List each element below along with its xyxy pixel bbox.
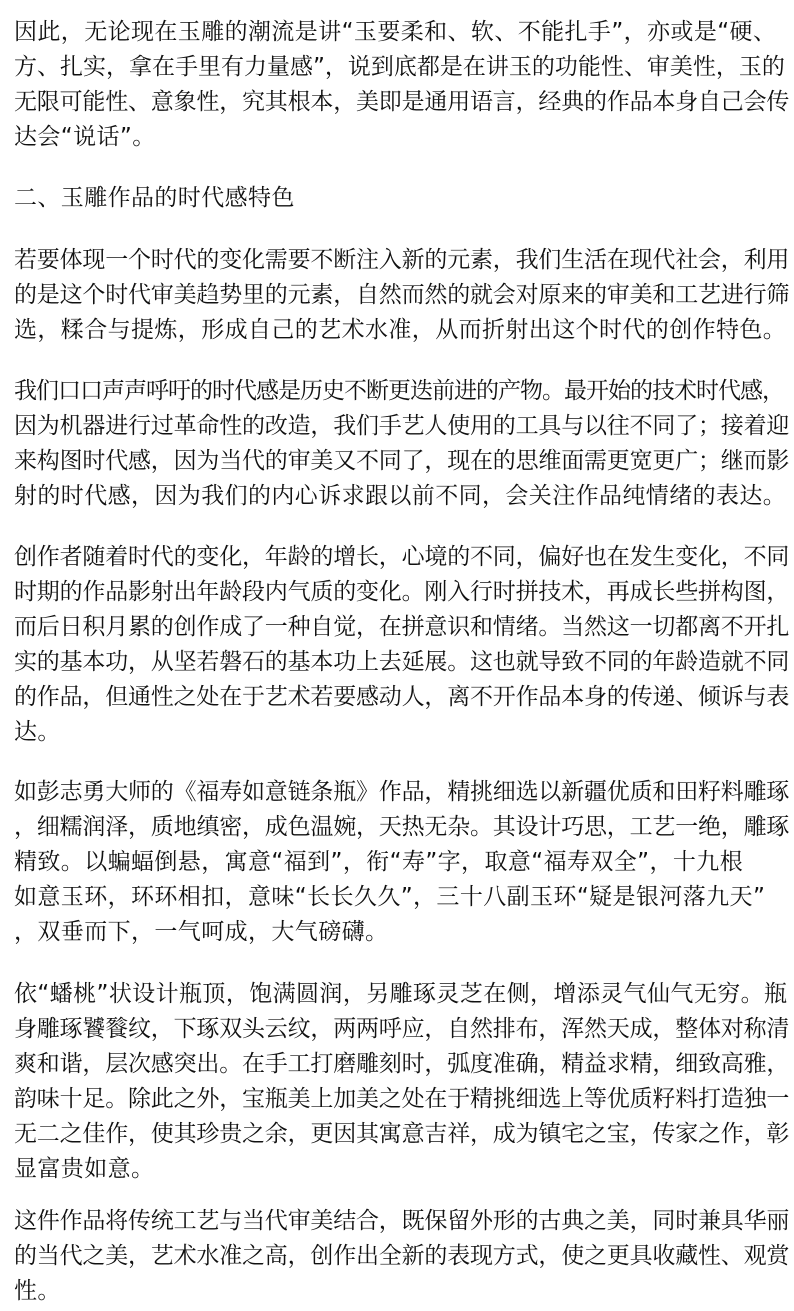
paragraph-3-line-4: 射的时代感，因为我们的内心诉求跟以前不同，会关注作品纯情绪的表达。 <box>14 483 787 509</box>
paragraph-2-line-1: 若要体现一个时代的变化需要不断注入新的元素，我们生活在现代社会，利用 <box>14 247 790 273</box>
paragraph-7-line-2: 的当代之美，艺术水准之高，创作出全新的表现方式，使之更具收藏性、观赏 <box>14 1243 790 1269</box>
paragraph-3-line-2: 因为机器进行过革命性的改造，我们手艺人使用的工具与以往不同了；接着迎 <box>14 413 790 439</box>
paragraph-6-line-6: 显富贵如意。 <box>14 1156 155 1182</box>
section-heading: 二、玉雕作品的时代感特色 <box>14 185 295 211</box>
paragraph-1-line-4: 达会“说话”。 <box>14 124 156 150</box>
paragraph-6-line-5: 无二之佳作，使其珍贵之余，更因其寓意吉祥，成为镇宅之宝，传家之作，彰 <box>14 1121 790 1147</box>
paragraph-5-line-4: 如意玉环，环环相扣，意味“长长久久”，三十八副玉环“疑是银河落九天” <box>14 884 766 910</box>
paragraph-7-line-1: 这件作品将传统工艺与当代审美结合，既保留外形的古典之美，同时兼具华丽 <box>14 1208 790 1234</box>
paragraph-3-line-1: 我们口口声声呼吁的时代感是历史不断更迭前进的产物。最开始的技术时代感， <box>14 378 784 404</box>
paragraph-6-line-1: 依“蟠桃”状设计瓶顶，饱满圆润，另雕琢灵芝在侧，增添灵气仙气无穷。瓶 <box>14 981 788 1007</box>
paragraph-4-line-3: 而后日积月累的创作成了一种自觉，在拼意识和情绪。当然这一切都离不开扎 <box>14 614 790 640</box>
paragraph-5-line-5: ，双垂而下，一气呵成，大气磅礴。 <box>14 919 389 945</box>
paragraph-5-line-3: 精致。以蝙蝠倒悬，寓意“福到”，衔“寿”字，取意“福寿双全”，十九根 <box>14 849 744 875</box>
paragraph-4-line-1: 创作者随着时代的变化，年龄的增长，心境的不同，偏好也在发生变化，不同 <box>14 544 790 570</box>
paragraph-4-line-5: 的作品，但通性之处在于艺术若要感动人，离不开作品本身的传递、倾诉与表 <box>14 684 790 710</box>
paragraph-4-line-6: 达。 <box>14 719 61 745</box>
paragraph-1-line-3: 无限可能性、意象性，究其根本，美即是通用语言，经典的作品本身自己会传 <box>14 89 790 115</box>
paragraph-5-line-1: 如彭志勇大师的《福寿如意链条瓶》作品，精挑细选以新疆优质和田籽料雕琢 <box>14 779 790 805</box>
paragraph-6-line-2: 身雕琢饕餮纹，下琢双头云纹，两两呼应，自然排布，浑然天成，整体对称清 <box>14 1016 790 1042</box>
paragraph-1-line-1: 因此，无论现在玉雕的潮流是讲“玉要柔和、软、不能扎手”，亦或是“硬、 <box>14 19 777 45</box>
paragraph-6-line-3: 爽和谐，层次感突出。在手工打磨雕刻时，弧度准确，精益求精，细致高雅， <box>14 1051 790 1077</box>
paragraph-7-line-3: 性。 <box>14 1278 61 1304</box>
paragraph-2-line-3: 选，糅合与提炼，形成自己的艺术水准，从而折射出这个时代的创作特色。 <box>14 317 787 343</box>
paragraph-5-line-2: ，细糯润泽，质地缜密，成色温婉，天热无杂。其设计巧思，工艺一绝，雕琢 <box>14 814 790 840</box>
paragraph-3-line-3: 来构图时代感，因为当代的审美又不同了，现在的思维面需更宽更广；继而影 <box>14 448 790 474</box>
paragraph-1-line-2: 方、扎实，拿在手里有力量感”，说到底都是在讲玉的功能性、审美性，玉的 <box>14 54 785 80</box>
paragraph-4-line-2: 时期的作品影射出年龄段内气质的变化。刚入行时拼技术，再成长些拼构图， <box>14 579 790 605</box>
paragraph-6-line-4: 韵味十足。除此之外，宝瓶美上加美之处在于精挑细选上等优质籽料打造独一 <box>14 1086 790 1112</box>
paragraph-4-line-4: 实的基本功，从坚若磐石的基本功上去延展。这也就导致不同的年龄造就不同 <box>14 649 790 675</box>
paragraph-2-line-2: 的是这个时代审美趋势里的元素，自然而然的就会对原来的审美和工艺进行筛 <box>14 282 790 308</box>
